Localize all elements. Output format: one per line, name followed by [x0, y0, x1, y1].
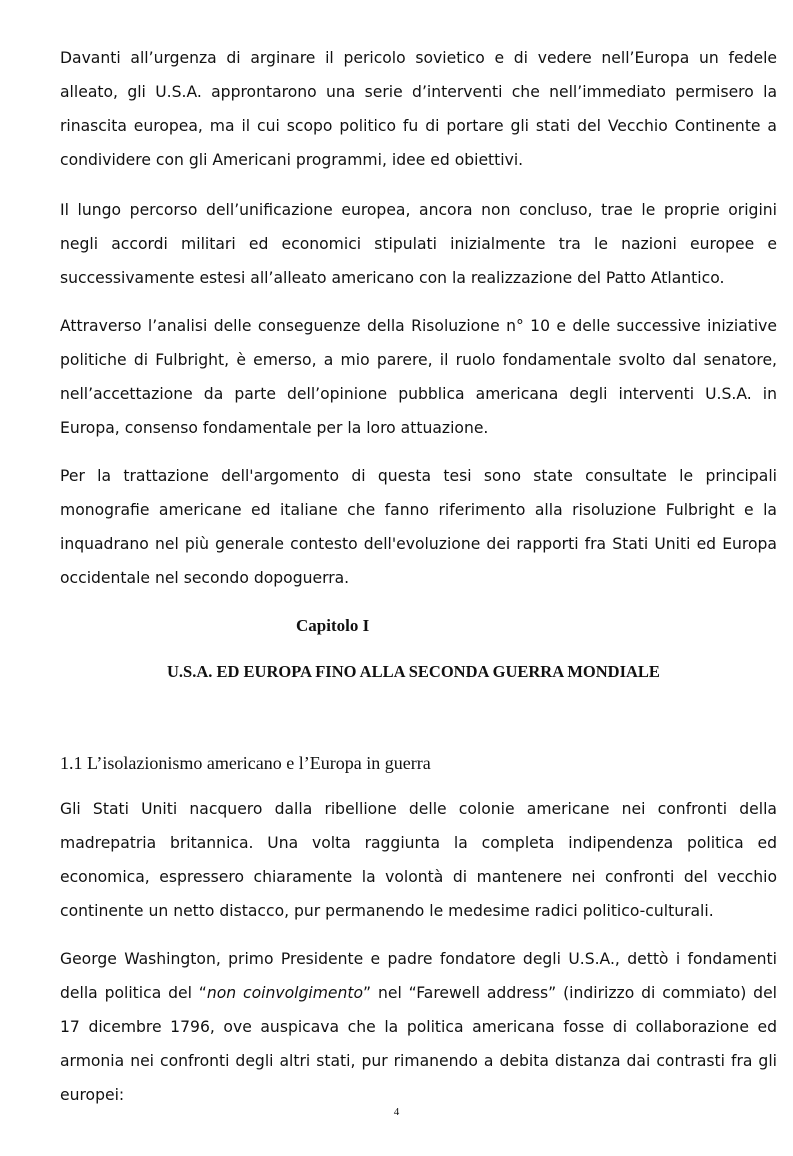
section-paragraph-1: Gli Stati Uniti nacquero dalla ribellione delle colonie americane nei confronti della madrepatria britannica. Una volta raggiunta la completa indipendenza politica ed economica, espressero chiaramente la volontà di mantenere nei confronti del vecchio continente un netto distacco, pur permanendo le medesime radici politico-culturali.: [60, 800, 777, 920]
section-title: 1.1 L’isolazionismo americano e l’Europa in guerra: [60, 753, 431, 773]
section-paragraph-2-text: George Washington, primo Presidente e padre fondatore degli U.S.A., dettò i fondamenti della politica del “: [60, 950, 777, 1002]
chapter-title: U.S.A. ED EUROPA FINO ALLA SECONDA GUERRA MONDIALE: [167, 662, 660, 681]
paragraph-intro-4: Per la trattazione dell'argomento di questa tesi sono state consultate le principali monografie americane ed italiane che fanno riferimento alla risoluzione Fulbright e la inquadrano nel più generale contesto dell'evoluzione dei rapporti fra Stati Uniti ed Europa occidentale nel secondo dopoguerra.: [60, 467, 777, 587]
section-paragraph-2-text-continued: ” nel “Farewell address” (indirizzo di commiato) del 17 dicembre 1796, ove auspicava che la politica americana fosse di collaborazione ed armonia nei confronti degli altri stati, pur rimanendo a debita distanza dai contrasti fra gli europei:: [60, 984, 777, 1104]
page-number: 4: [393, 1106, 400, 1118]
chapter-label: Capitolo I: [296, 616, 370, 635]
paragraph-intro-2: Il lungo percorso dell’unificazione europea, ancora non concluso, trae le proprie origini negli accordi militari ed economici stipulati inizialmente tra le nazioni europee e successivamente estesi all’alleato americano con la realizzazione del Patto Atlantico.: [60, 201, 777, 287]
paragraph-intro-3: Attraverso l’analisi delle conseguenze della Risoluzione n° 10 e delle successive iniziative politiche di Fulbright, è emerso, a mio parere, il ruolo fondamentale svolto dal senatore, nell’accettazione da parte dell’opinione pubblica americana degli interventi U.S.A. in Europa, consenso fondamentale per la loro attuazione.: [60, 317, 777, 437]
italic-phrase: non coinvolgimento: [206, 984, 364, 1002]
paragraph-intro-1: Davanti all’urgenza di arginare il pericolo sovietico e di vedere nell’Europa un fedele alleato, gli U.S.A. approntarono una serie d’interventi che nell’immediato permisero la rinascita europea, ma il cui scopo politico fu di portare gli stati del Vecchio Continente a condividere con gli Americani programmi, idee ed obiettivi.: [60, 49, 777, 169]
section-paragraph-2: [60, 942, 777, 1112]
